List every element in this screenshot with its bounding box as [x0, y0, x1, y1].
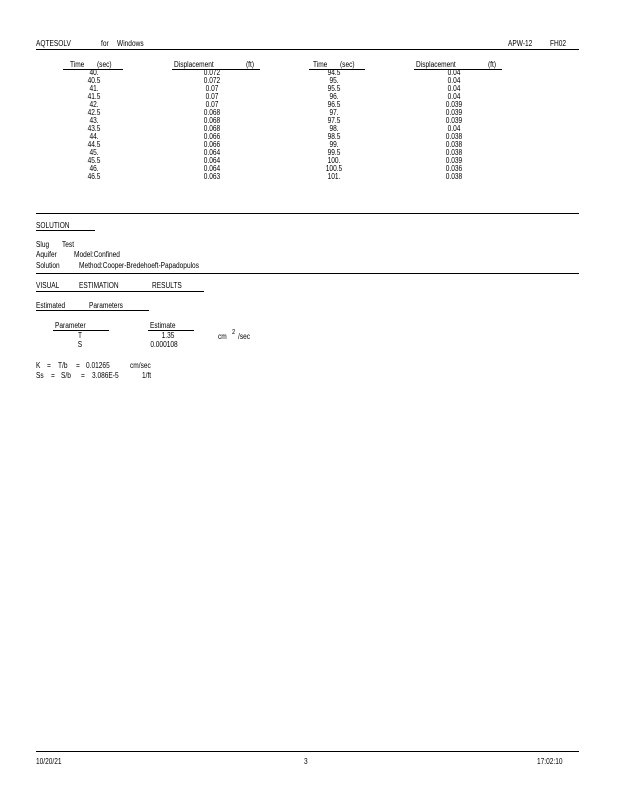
table-cell: 0.072 [203, 76, 221, 85]
test-label: Test [62, 240, 75, 249]
table-cell: 0.039 [445, 100, 463, 109]
visual-underline [36, 291, 204, 292]
table-cell: 97.5 [327, 116, 341, 125]
solution-heading: SOLUTION [36, 221, 70, 230]
footer-time: 17:02:10 [537, 757, 563, 766]
table-cell: 46. [89, 164, 99, 173]
left-time-unit: (sec) [97, 60, 112, 69]
table-cell: 97. [329, 108, 339, 117]
table-cell: 0.039 [445, 156, 463, 165]
table-cell: 46.5 [87, 172, 101, 181]
visual-heading: VISUAL [36, 281, 60, 290]
parameters-label: Parameters [89, 301, 123, 310]
table-cell: 0.038 [445, 132, 463, 141]
table-cell: 0.07 [205, 100, 219, 109]
table-cell: 43. [89, 116, 99, 125]
ss-eq1: = [51, 371, 55, 380]
solution-underline [36, 230, 95, 231]
table-cell: 45.5 [87, 156, 101, 165]
header-rule [36, 49, 579, 50]
table-cell: 42. [89, 100, 99, 109]
left-time-label: Time [70, 60, 85, 69]
param-unit-t-sup: 2 [232, 329, 236, 336]
estimated-label: Estimated [36, 301, 66, 310]
file-code: FH02 [550, 39, 567, 48]
footer-rule [36, 751, 579, 752]
right-disp-column [430, 69, 478, 181]
table-cell: 96.5 [327, 100, 341, 109]
table-cell: 0.066 [203, 132, 221, 141]
table-cell: 0.039 [445, 116, 463, 125]
ss-eq2: = [81, 371, 85, 380]
footer-date: 10/20/21 [36, 757, 62, 766]
table-cell: 0.039 [445, 108, 463, 117]
table-cell: 99.5 [327, 148, 341, 157]
table-cell: 40. [89, 68, 99, 77]
well-id: APW-12 [508, 39, 533, 48]
ss-unit: 1/ft [142, 371, 152, 380]
estimate-col-header: Estimate [150, 321, 176, 330]
table-cell: 99. [329, 140, 339, 149]
left-disp-column [188, 69, 236, 181]
table-bottom-rule [36, 213, 579, 214]
table-cell: 0.04 [447, 84, 461, 93]
table-cell: 0.064 [203, 148, 221, 157]
table-cell: 100.5 [325, 164, 343, 173]
k-value: 0.01265 [86, 361, 110, 370]
table-cell: 0.038 [445, 140, 463, 149]
platform-name: Windows [117, 39, 144, 48]
app-name: AQTESOLV [36, 39, 71, 48]
table-cell: 0.07 [205, 84, 219, 93]
k-lhs: K [36, 361, 41, 370]
right-time-label: Time [313, 60, 328, 69]
solution-method: Method:Cooper-Bredehoeft-Papadopulos [79, 261, 199, 270]
table-cell: 0.068 [203, 124, 221, 133]
param-value-t: 1.35 [161, 331, 175, 340]
table-cell: 0.07 [205, 92, 219, 101]
parameters-underline [36, 310, 149, 311]
table-cell: 0.066 [203, 140, 221, 149]
table-cell: 45. [89, 148, 99, 157]
aquifer-model: Model:Confined [74, 250, 120, 259]
table-cell: 0.064 [203, 156, 221, 165]
table-cell: 0.072 [203, 68, 221, 77]
table-cell: 100. [327, 156, 341, 165]
slug-label: Slug [36, 240, 50, 249]
table-cell: 44.5 [87, 140, 101, 149]
solution-label: Solution [36, 261, 60, 270]
ss-value: 3.086E-5 [92, 371, 119, 380]
ss-lhs: Ss [36, 371, 44, 380]
k-eq1: = [47, 361, 51, 370]
param-name-s: S [77, 340, 83, 349]
table-cell: 0.036 [445, 164, 463, 173]
results-heading: RESULTS [152, 281, 182, 290]
table-cell: 41.5 [87, 92, 101, 101]
table-cell: 41. [89, 84, 99, 93]
right-time-unit: (sec) [340, 60, 355, 69]
table-cell: 98. [329, 124, 339, 133]
table-cell: 0.064 [203, 164, 221, 173]
left-disp-unit: (ft) [246, 60, 255, 69]
k-expr: T/b [58, 361, 68, 370]
table-cell: 98.5 [327, 132, 341, 141]
left-time-column [72, 69, 116, 181]
param-name-t: T [77, 331, 82, 340]
param-col-header: Parameter [55, 321, 86, 330]
param-value-s: 0.000108 [150, 340, 178, 349]
table-cell: 0.04 [447, 76, 461, 85]
table-cell: 43.5 [87, 124, 101, 133]
solution-bottom-rule [36, 273, 579, 274]
table-cell: 42.5 [87, 108, 101, 117]
table-cell: 40.5 [87, 76, 101, 85]
right-time-column [312, 69, 356, 181]
table-cell: 0.04 [447, 68, 461, 77]
k-eq2: = [76, 361, 80, 370]
table-cell: 95. [329, 76, 339, 85]
right-disp-unit: (ft) [488, 60, 497, 69]
table-cell: 96. [329, 92, 339, 101]
table-cell: 0.04 [447, 92, 461, 101]
estimation-heading: ESTIMATION [79, 281, 119, 290]
aquifer-label: Aquifer [36, 250, 57, 259]
for-label: for [101, 39, 109, 48]
k-unit: cm/sec [130, 361, 151, 370]
param-unit-t-b: /sec [238, 332, 251, 341]
param-unit-t-a: cm [218, 332, 227, 341]
left-disp-label: Displacement [174, 60, 214, 69]
table-cell: 0.063 [203, 172, 221, 181]
table-cell: 94.5 [327, 68, 341, 77]
table-cell: 0.04 [447, 124, 461, 133]
table-cell: 0.038 [445, 172, 463, 181]
page-number: 3 [304, 757, 308, 766]
table-cell: 0.038 [445, 148, 463, 157]
table-cell: 44. [89, 132, 99, 141]
right-disp-label: Displacement [416, 60, 456, 69]
ss-expr: S/b [61, 371, 71, 380]
table-cell: 0.068 [203, 116, 221, 125]
table-cell: 101. [327, 172, 341, 181]
table-cell: 95.5 [327, 84, 341, 93]
table-cell: 0.068 [203, 108, 221, 117]
